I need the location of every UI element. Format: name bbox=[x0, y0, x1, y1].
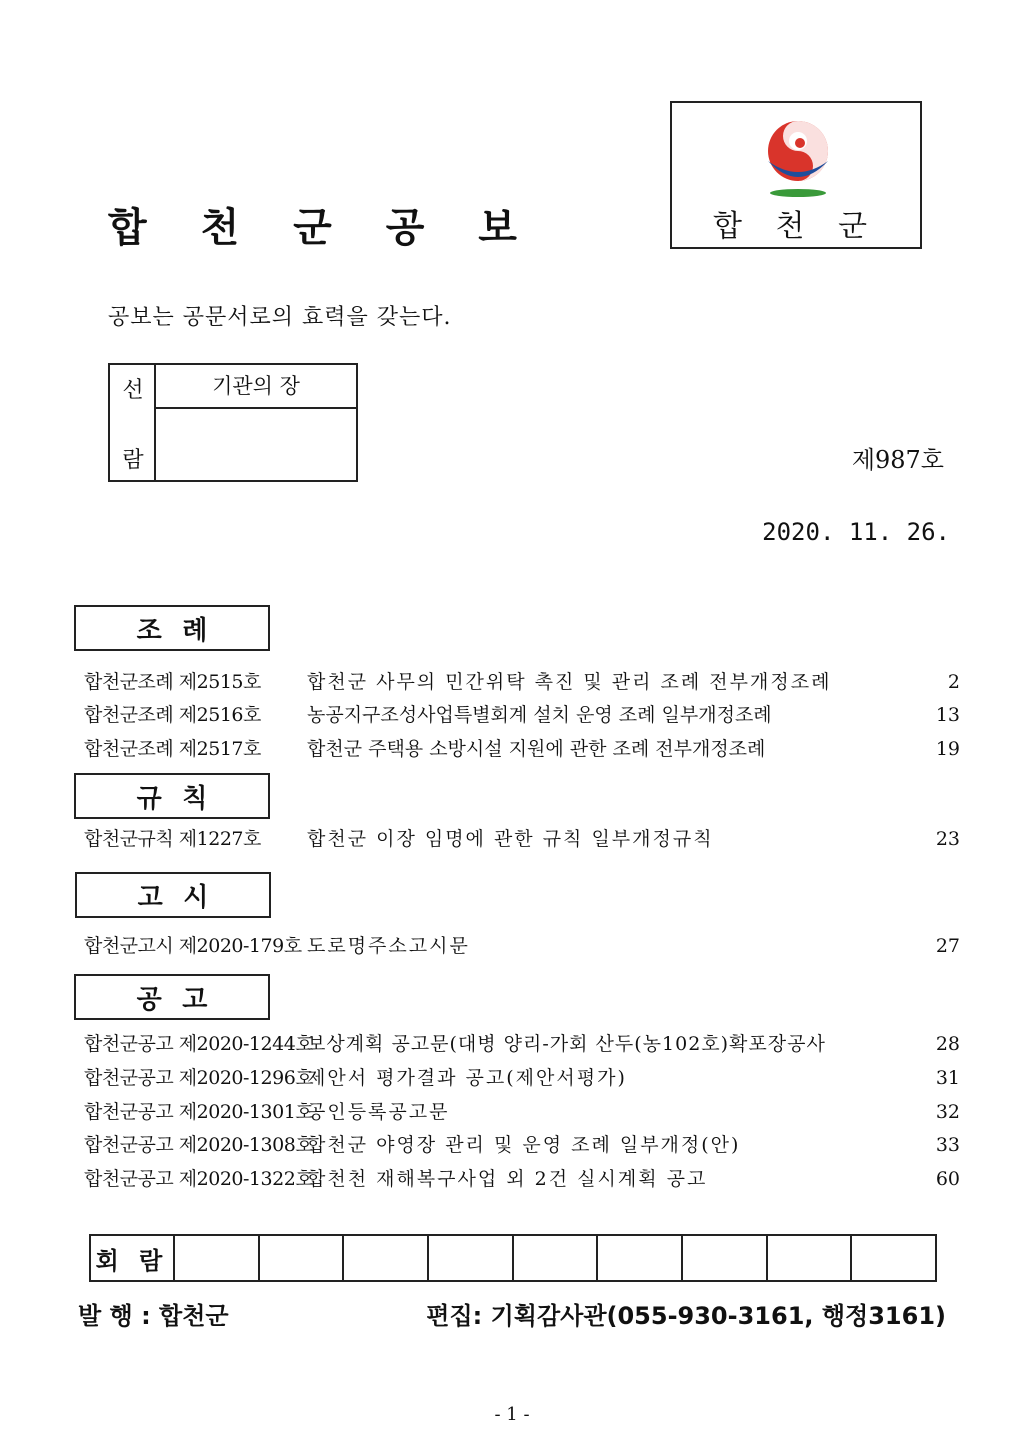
circulation-cell bbox=[598, 1236, 683, 1280]
section-notice-heading bbox=[75, 872, 271, 918]
entry-page: 2 bbox=[947, 671, 960, 693]
entry-title: 합천천 재해복구사업 외 2건 실시계획 공고 bbox=[307, 1168, 708, 1190]
county-emblem-icon bbox=[672, 103, 924, 203]
entry-code: 합천군공고 제2020-1322호 bbox=[84, 1168, 314, 1190]
section-char: 례 bbox=[182, 615, 208, 646]
section-char: 공 bbox=[136, 984, 162, 1015]
review-header: 기관의 장 bbox=[156, 365, 356, 409]
entry-title: 합천군 이장 임명에 관한 규칙 일부개정규칙 bbox=[307, 828, 714, 850]
logo-text: 합 천 군 bbox=[712, 209, 879, 244]
section-char: 시 bbox=[183, 882, 209, 913]
circulation-label: 회 람 bbox=[91, 1236, 175, 1280]
review-char-2: 람 bbox=[122, 448, 144, 473]
entry-page: 27 bbox=[935, 935, 960, 957]
section-char: 조 bbox=[136, 615, 162, 646]
page-title: 합 천 군 공 보 bbox=[108, 205, 537, 251]
circulation-cell bbox=[260, 1236, 345, 1280]
section-announcement-heading bbox=[74, 974, 270, 1020]
entry-code: 합천군조례 제2516호 bbox=[84, 704, 261, 726]
entry-title: 제안서 평가결과 공고(제안서평가) bbox=[307, 1067, 627, 1089]
entry-title: 합천군 야영장 관리 및 운영 조례 일부개정(안) bbox=[307, 1134, 741, 1156]
entry-page: 23 bbox=[935, 828, 960, 850]
entry-title: 농공지구조성사업특별회계 설치 운영 조례 일부개정조례 bbox=[307, 704, 772, 726]
subtitle: 공보는 공문서로의 효력을 갖는다. bbox=[108, 305, 452, 330]
entry-code: 합천군조례 제2517호 bbox=[84, 738, 261, 760]
section-ordinance-heading bbox=[74, 605, 270, 651]
issue-date: 2020. 11. 26. bbox=[762, 518, 950, 546]
circulation-cell bbox=[768, 1236, 853, 1280]
entry-title: 공인등록공고문 bbox=[307, 1101, 450, 1123]
list-item[interactable] bbox=[84, 667, 960, 693]
entry-page: 33 bbox=[935, 1134, 960, 1156]
circulation-cell bbox=[429, 1236, 514, 1280]
entry-code: 합천군공고 제2020-1296호 bbox=[84, 1067, 314, 1089]
entry-page: 28 bbox=[935, 1033, 960, 1055]
list-item[interactable] bbox=[84, 1097, 960, 1123]
entry-code: 합천군공고 제2020-1244호 bbox=[84, 1033, 314, 1055]
circulation-cell bbox=[344, 1236, 429, 1280]
entry-page: 13 bbox=[935, 704, 960, 726]
entry-page: 31 bbox=[935, 1067, 960, 1089]
circulation-cell bbox=[175, 1236, 260, 1280]
page-number: - 1 - bbox=[494, 1404, 530, 1425]
entry-page: 19 bbox=[935, 738, 960, 760]
list-item[interactable] bbox=[84, 1164, 960, 1190]
list-item[interactable] bbox=[84, 1130, 960, 1156]
section-char: 고 bbox=[182, 984, 208, 1015]
entry-code: 합천군조례 제2515호 bbox=[84, 671, 261, 693]
review-box bbox=[108, 363, 358, 482]
entry-title: 합천군 사무의 민간위탁 촉진 및 관리 조례 전부개정조례 bbox=[307, 671, 832, 693]
section-char: 규 bbox=[136, 783, 162, 814]
list-item[interactable] bbox=[84, 734, 960, 760]
list-item[interactable] bbox=[84, 931, 960, 957]
circulation-cell bbox=[514, 1236, 599, 1280]
entry-code: 합천군규칙 제1227호 bbox=[84, 828, 261, 850]
entry-title: 도로명주소고시문 bbox=[307, 935, 470, 957]
entry-code: 합천군고시 제2020-179호 bbox=[84, 935, 302, 957]
entry-code: 합천군공고 제2020-1301호 bbox=[84, 1101, 314, 1123]
review-char-1: 선 bbox=[122, 378, 144, 403]
editor-contact: 편집: 기획감사관(055-930-3161, 행정3161) bbox=[426, 1302, 946, 1330]
entry-page: 60 bbox=[935, 1168, 960, 1190]
section-rule-heading bbox=[74, 773, 270, 819]
list-item[interactable] bbox=[84, 1063, 960, 1089]
county-logo bbox=[670, 101, 922, 249]
entry-title: 보상계획 공고문(대병 양리-가회 산두(농102호)확포장공사 bbox=[307, 1033, 826, 1055]
section-char: 칙 bbox=[182, 783, 208, 814]
section-char: 고 bbox=[137, 882, 163, 913]
circulation-cell bbox=[852, 1236, 935, 1280]
list-item[interactable] bbox=[84, 824, 960, 850]
publisher: 발 행 : 합천군 bbox=[78, 1302, 229, 1330]
entry-code: 합천군공고 제2020-1308호 bbox=[84, 1134, 314, 1156]
issue-number: 제987호 bbox=[851, 446, 944, 474]
list-item[interactable] bbox=[84, 1029, 960, 1055]
list-item[interactable] bbox=[84, 700, 960, 726]
entry-title: 합천군 주택용 소방시설 지원에 관한 조례 전부개정조례 bbox=[307, 738, 766, 760]
circulation-table bbox=[89, 1234, 937, 1282]
entry-page: 32 bbox=[935, 1101, 960, 1123]
circulation-cell bbox=[683, 1236, 768, 1280]
